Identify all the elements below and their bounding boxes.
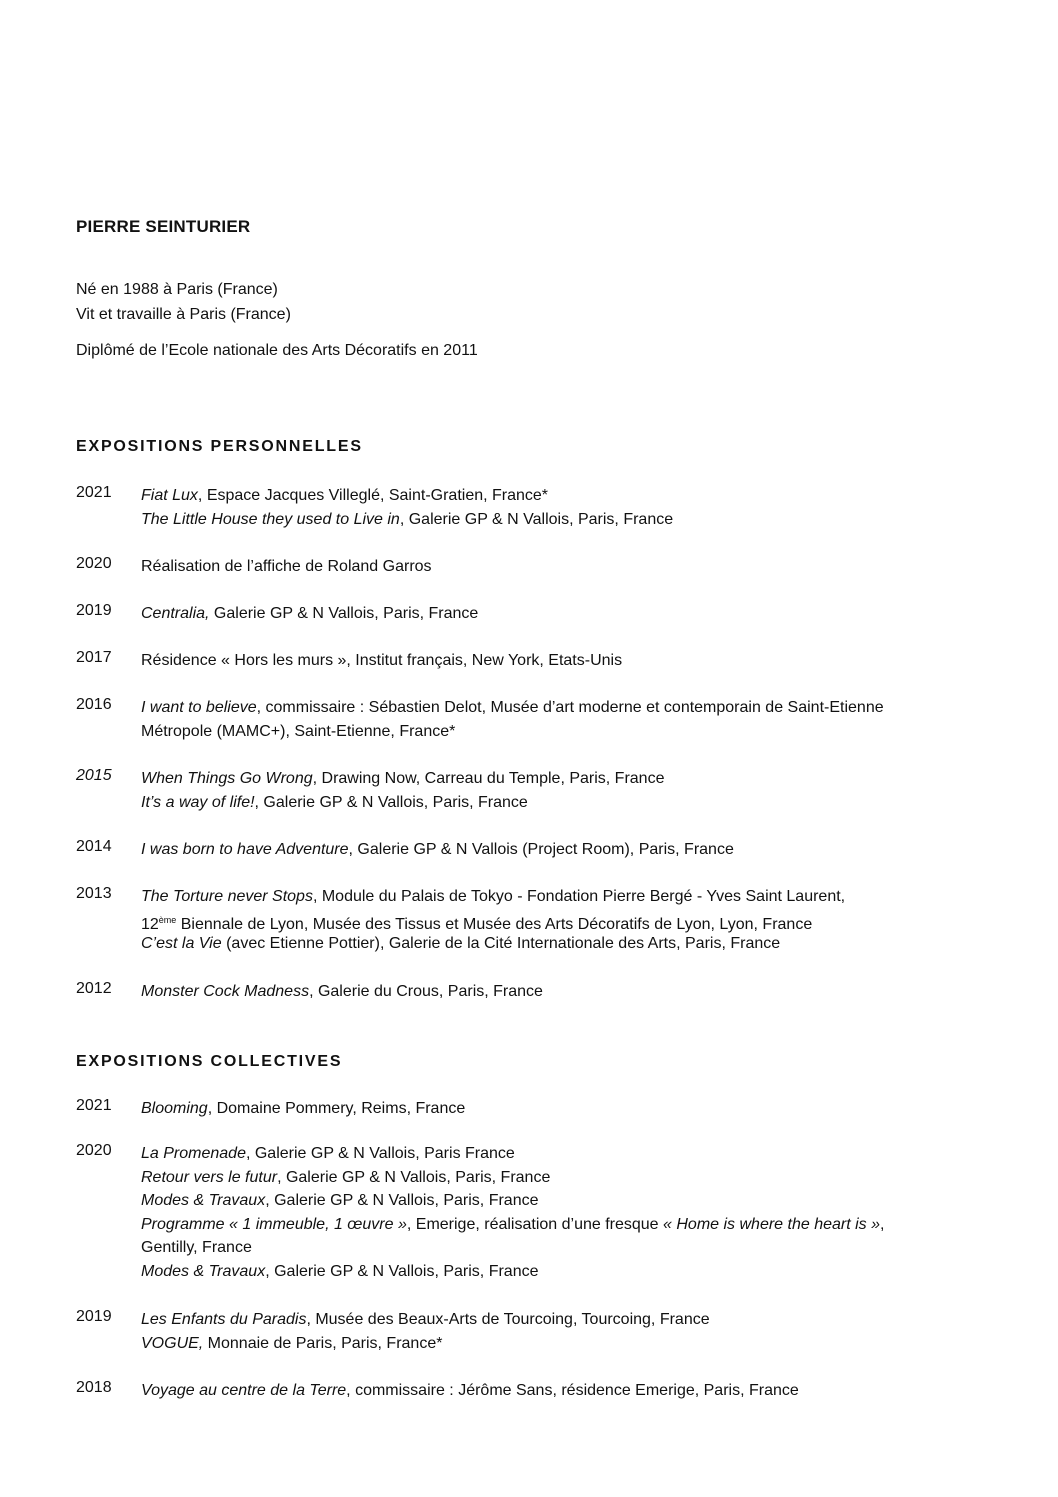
- exhibition-details: , Galerie GP & N Vallois (Project Room), Paris, France: [348, 841, 734, 858]
- exhibition-lines: [141, 1142, 1041, 1283]
- bio-residence: Vit et travaille à Paris (France): [76, 306, 291, 323]
- exhibition-details: , Domaine Pommery, Reims, France: [207, 1100, 466, 1117]
- exhibition-lines: [141, 484, 1041, 531]
- exhibition-year: 2019: [76, 1308, 112, 1325]
- exhibition-line: [141, 649, 1041, 673]
- exhibition-details: , Galerie GP & N Vallois, Paris, France: [265, 1192, 539, 1209]
- exhibition-lines: [141, 838, 1041, 862]
- ordinal-number: 12: [141, 915, 159, 933]
- exhibition-title: « Home is where the heart is »: [663, 1215, 881, 1233]
- exhibition-line: [141, 508, 1041, 532]
- exhibition-title: I was born to have Adventure: [141, 841, 349, 858]
- exhibition-details: Gentilly, France: [141, 1239, 252, 1256]
- solo-exhibitions-heading: EXPOSITIONS PERSONNELLES: [76, 438, 363, 455]
- exhibition-line: [141, 1097, 1041, 1121]
- exhibition-year: 2015: [76, 767, 112, 784]
- exhibition-lines: [141, 767, 1041, 814]
- exhibition-details: Réalisation de l’affiche de Roland Garros: [141, 558, 432, 575]
- bio-diploma: Diplômé de l’Ecole nationale des Arts Décoratifs en 2011: [76, 342, 478, 359]
- exhibition-line: [141, 1308, 1041, 1332]
- exhibition-lines: [141, 649, 1041, 673]
- exhibition-title: VOGUE,: [141, 1334, 204, 1352]
- exhibition-title: It’s a way of life!: [141, 793, 255, 811]
- exhibition-line: [141, 1260, 1041, 1284]
- exhibition-lines: [141, 1379, 1041, 1403]
- exhibition-lines: [141, 980, 1041, 1004]
- exhibition-details: , commissaire : Sébastien Delot, Musée d’art moderne et contemporain de Saint-Etienne: [256, 699, 884, 716]
- exhibition-year: 2020: [76, 555, 112, 572]
- exhibition-year: 2019: [76, 602, 112, 619]
- exhibition-line: [141, 909, 1041, 933]
- exhibition-year: 2018: [76, 1379, 112, 1396]
- exhibition-details: , Galerie GP & N Vallois, Paris, France: [277, 1168, 551, 1186]
- artist-name: PIERRE SEINTURIER: [76, 217, 251, 236]
- exhibition-year: 2021: [76, 1097, 112, 1114]
- exhibition-line: [141, 838, 1041, 862]
- exhibition-line: [141, 1213, 1041, 1237]
- exhibition-line: [141, 885, 1041, 909]
- exhibition-lines: [141, 1097, 1041, 1121]
- exhibition-lines: [141, 696, 1041, 743]
- exhibition-year: 2014: [76, 838, 112, 855]
- exhibition-title: I want to believe: [141, 699, 257, 716]
- ordinal-suffix: ème: [158, 914, 177, 925]
- exhibition-line: [141, 1379, 1041, 1403]
- exhibition-year: 2016: [76, 696, 112, 713]
- exhibition-details: (avec Etienne Pottier), Galerie de la Cité Internationale des Arts, Paris, France: [221, 935, 781, 952]
- exhibition-details: Galerie GP & N Vallois, Paris, France: [209, 605, 479, 622]
- exhibition-line: [141, 1236, 1041, 1260]
- exhibition-title: C’est la Vie: [141, 935, 222, 952]
- exhibition-lines: [141, 885, 1041, 956]
- exhibition-title: The Little House they used to Live in: [141, 510, 400, 528]
- exhibition-title: Voyage au centre de la Terre: [141, 1382, 347, 1399]
- exhibition-details: , Galerie GP & N Vallois, Paris, France: [399, 510, 674, 528]
- exhibition-line: [141, 932, 1041, 956]
- exhibition-lines: [141, 602, 1041, 626]
- exhibition-title: Modes & Travaux: [141, 1262, 266, 1280]
- exhibition-details: , Galerie GP & N Vallois, Paris France: [245, 1145, 515, 1162]
- exhibition-year: 2013: [76, 885, 112, 902]
- exhibition-lines: [141, 1308, 1041, 1355]
- exhibition-line: [141, 720, 1041, 744]
- exhibition-year: 2017: [76, 649, 112, 666]
- exhibition-title: Les Enfants du Paradis: [141, 1311, 307, 1328]
- exhibition-details: , Galerie du Crous, Paris, France: [309, 983, 543, 1000]
- exhibition-details: Résidence « Hors les murs », Institut français, New York, Etats-Unis: [141, 652, 623, 669]
- exhibition-line: [141, 791, 1041, 815]
- exhibition-details: , Emerige, réalisation d’une fresque: [406, 1215, 664, 1233]
- exhibition-title: Fiat Lux: [141, 487, 198, 504]
- group-exhibitions-heading: EXPOSITIONS COLLECTIVES: [76, 1053, 343, 1070]
- exhibition-details: , commissaire : Jérôme Sans, résidence Emerige, Paris, France: [346, 1382, 799, 1399]
- exhibition-title: Blooming: [141, 1100, 208, 1117]
- exhibition-line: [141, 696, 1041, 720]
- exhibition-line: [141, 1142, 1041, 1166]
- exhibition-line: [141, 484, 1041, 508]
- exhibition-details: Métropole (MAMC+), Saint-Etienne, France*: [141, 722, 456, 740]
- exhibition-line: [141, 555, 1041, 579]
- exhibition-title: Modes & Travaux: [141, 1192, 266, 1209]
- exhibition-title: Centralia,: [141, 605, 210, 622]
- exhibition-year: 2021: [76, 484, 112, 501]
- exhibition-title: Monster Cock Madness: [141, 983, 310, 1000]
- exhibition-line: [141, 1332, 1041, 1356]
- exhibition-details: Biennale de Lyon, Musée des Tissus et Musée des Arts Décoratifs de Lyon, Lyon, France: [176, 915, 813, 933]
- exhibition-details: , Module du Palais de Tokyo - Fondation Pierre Bergé - Yves Saint Laurent,: [312, 888, 846, 905]
- exhibition-line: [141, 1166, 1041, 1190]
- exhibition-details: , Musée des Beaux-Arts de Tourcoing, Tourcoing, France: [306, 1311, 710, 1328]
- exhibition-lines: [141, 555, 1041, 579]
- exhibition-title: Retour vers le futur: [141, 1168, 278, 1186]
- exhibition-year: 2012: [76, 980, 112, 997]
- bio-birth: Né en 1988 à Paris (France): [76, 281, 278, 298]
- exhibition-details: Monnaie de Paris, Paris, France*: [203, 1334, 443, 1352]
- exhibition-title: La Promenade: [141, 1145, 246, 1162]
- exhibition-year: 2020: [76, 1142, 112, 1159]
- exhibition-title: The Torture never Stops: [141, 888, 313, 905]
- exhibition-title: When Things Go Wrong: [141, 770, 313, 787]
- exhibition-details: , Drawing Now, Carreau du Temple, Paris, France: [312, 770, 665, 787]
- exhibition-line: [141, 980, 1041, 1004]
- exhibition-details: ,: [880, 1215, 885, 1233]
- exhibition-title: Programme « 1 immeuble, 1 œuvre »: [141, 1215, 407, 1233]
- exhibition-details: , Galerie GP & N Vallois, Paris, France: [265, 1262, 539, 1280]
- exhibition-details: , Espace Jacques Villeglé, Saint-Gratien, France*: [197, 487, 549, 504]
- exhibition-details: , Galerie GP & N Vallois, Paris, France: [254, 793, 528, 811]
- exhibition-line: [141, 602, 1041, 626]
- exhibition-line: [141, 1189, 1041, 1213]
- exhibition-line: [141, 767, 1041, 791]
